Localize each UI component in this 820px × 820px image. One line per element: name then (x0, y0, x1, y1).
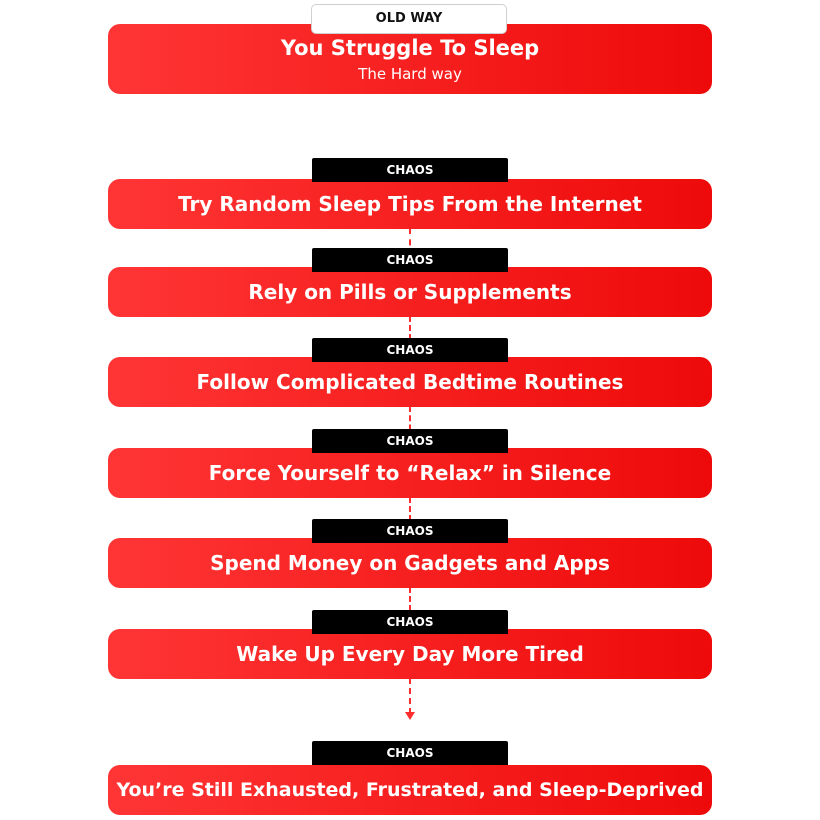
chaos-tag: CHAOS (312, 429, 508, 453)
connector-6-outcome (409, 678, 411, 714)
arrow-down-icon (405, 712, 415, 720)
chaos-tag: CHAOS (312, 610, 508, 634)
chaos-tag: CHAOS (312, 519, 508, 543)
step-box-4: Force Yourself to “Relax” in Silence (108, 448, 712, 498)
chaos-tag: CHAOS (312, 338, 508, 362)
chaos-tag: CHAOS (312, 248, 508, 272)
step-box-3: Follow Complicated Bedtime Routines (108, 357, 712, 407)
old-way-tag: OLD WAY (311, 4, 507, 34)
chaos-tag: CHAOS (312, 158, 508, 182)
header-block (108, 24, 712, 94)
step-box-5: Spend Money on Gadgets and Apps (108, 538, 712, 588)
step-box-6: Wake Up Every Day More Tired (108, 629, 712, 679)
header-subtitle: The Hard way (358, 65, 462, 83)
outcome-box: You’re Still Exhausted, Frustrated, and Sleep-Deprived (108, 765, 712, 815)
header-title: You Struggle To Sleep (280, 36, 540, 60)
chaos-tag: CHAOS (312, 741, 508, 765)
step-box-1: Try Random Sleep Tips From the Internet (108, 179, 712, 229)
step-box-2: Rely on Pills or Supplements (108, 267, 712, 317)
